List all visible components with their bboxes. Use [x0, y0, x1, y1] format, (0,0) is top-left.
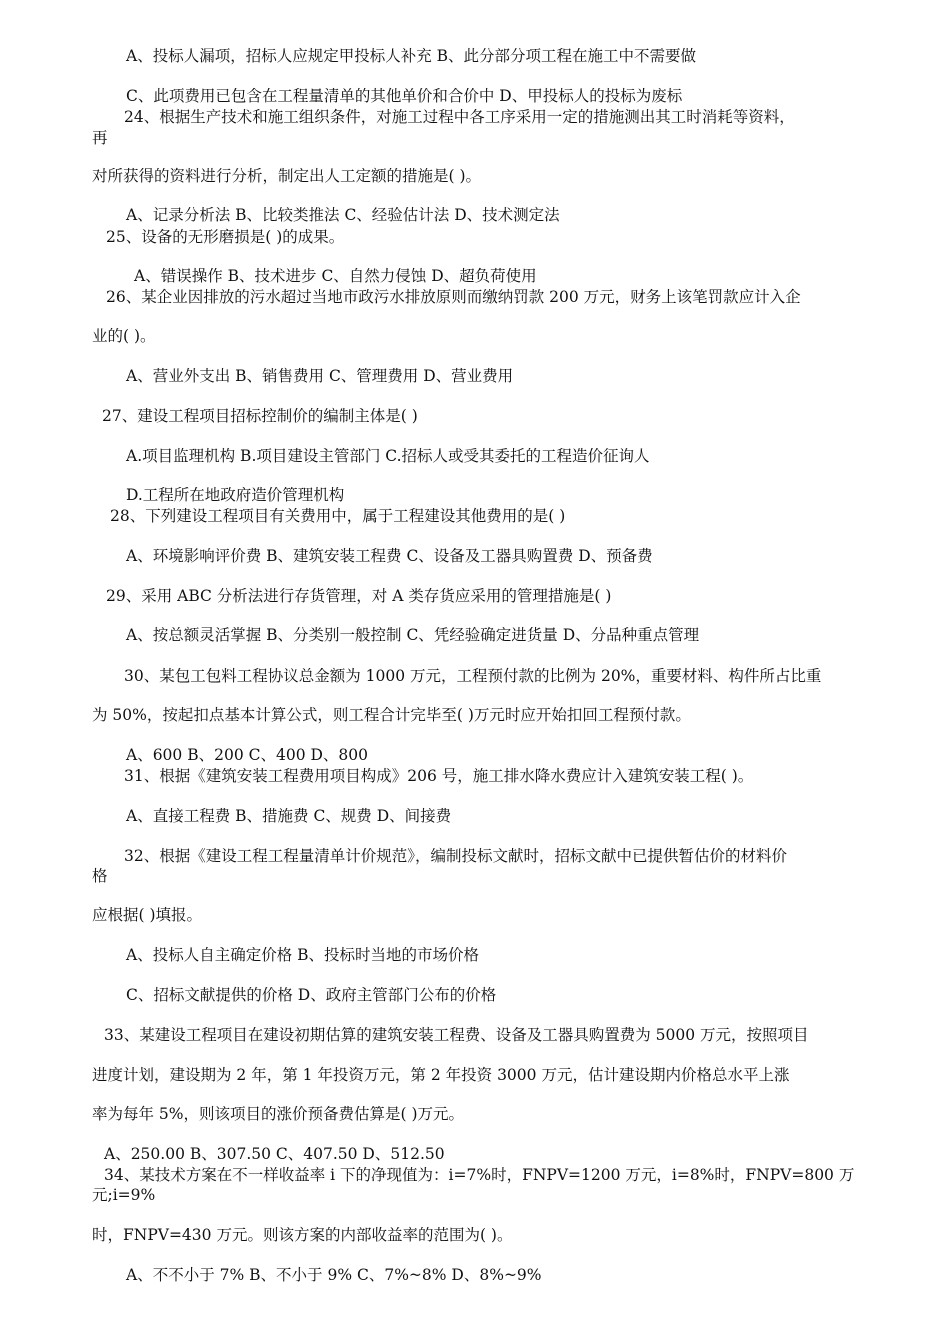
question-34: 34、某技术方案在不一样收益率 i 下的净现值为：i=7%时，FNPV=1200 万元，i=8%时，FNPV=800 万 — [104, 1166, 855, 1184]
question-24-wrap: 再 — [92, 129, 108, 147]
question-33-cont2: 率为每年 5%，则该项目的涨价预备费估算是( )万元。 — [92, 1105, 465, 1123]
options-31: A、直接工程费 B、措施费 C、规费 D、间接费 — [126, 807, 452, 825]
question-27: 27、建设工程项目招标控制价的编制主体是( ) — [102, 407, 418, 425]
options-33: A、250.00 B、307.50 C、407.50 D、512.50 — [104, 1145, 445, 1163]
question-32: 32、根据《建设工程工程量清单计价规范》，编制投标文献时，招标文献中已提供暂估价的材料价 — [124, 847, 787, 865]
options-27b: D.工程所在地政府造价管理机构 — [126, 486, 345, 504]
question-32-cont: 应根据( )填报。 — [92, 906, 203, 924]
question-33: 33、某建设工程项目在建设初期估算的建筑安装工程费、设备及工器具购置费为 5000 万元，按照项目 — [104, 1026, 809, 1044]
question-25: 25、设备的无形磨损是( )的成果。 — [106, 228, 345, 246]
options-27a: A.项目监理机构 B.项目建设主管部门 C.招标人或受其委托的工程造价征询人 — [126, 447, 650, 465]
question-34-wrap: 元;i=9% — [92, 1186, 156, 1204]
question-24: 24、根据生产技术和施工组织条件，对施工过程中各工序采用一定的措施测出其工时消耗等资料， — [124, 108, 795, 126]
options-32a: A、投标人自主确定价格 B、投标时当地的市场价格 — [126, 946, 480, 964]
options-34: A、不不小于 7% B、不小于 9% C、7%~8% D、8%~9% — [126, 1266, 542, 1284]
options-28: A、环境影响评价费 B、建筑安装工程费 C、设备及工器具购置费 D、预备费 — [126, 547, 653, 565]
question-26-cont: 业的( )。 — [92, 327, 156, 345]
options-24: A、记录分析法 B、比较类推法 C、经验估计法 D、技术测定法 — [126, 206, 560, 224]
option-line-23: A、投标人漏项，招标人应规定甲投标人补充 B、此分部分项工程在施工中不需要做 — [126, 47, 697, 65]
question-31: 31、根据《建筑安装工程费用项目构成》206 号，施工排水降水费应计入建筑安装工程( )。 — [124, 767, 754, 785]
question-30: 30、某包工包料工程协议总金额为 1000 万元，工程预付款的比例为 20%，重要材料、构件所占比重 — [124, 667, 822, 685]
option-line-23b: C、此项费用已包含在工程量清单的其他单价和合价中 D、甲投标人的投标为废标 — [126, 87, 683, 105]
question-26: 26、某企业因排放的污水超过当地市政污水排放原则而缴纳罚款 200 万元，财务上该笔罚款应计入企 — [106, 288, 801, 306]
options-32b: C、招标文献提供的价格 D、政府主管部门公布的价格 — [126, 986, 497, 1004]
question-32-wrap: 格 — [92, 867, 108, 885]
question-30-cont: 为 50%，按起扣点基本计算公式，则工程合计完毕至( )万元时应开始扣回工程预付款。 — [92, 706, 691, 724]
options-25: A、错误操作 B、技术进步 C、自然力侵蚀 D、超负荷使用 — [134, 267, 537, 285]
options-29: A、按总额灵活掌握 B、分类别一般控制 C、凭经验确定进货量 D、分品种重点管理 — [126, 626, 700, 644]
question-29: 29、采用 ABC 分析法进行存货管理，对 A 类存货应采用的管理措施是( ) — [106, 587, 612, 605]
question-28: 28、下列建设工程项目有关费用中，属于工程建设其他费用的是( ) — [110, 507, 566, 525]
question-24-cont: 对所获得的资料进行分析，制定出人工定额的措施是( )。 — [92, 167, 482, 185]
question-33-cont1: 进度计划，建设期为 2 年，第 1 年投资万元，第 2 年投资 3000 万元，估计建设期内价格总水平上涨 — [92, 1066, 790, 1084]
options-26: A、营业外支出 B、销售费用 C、管理费用 D、营业费用 — [126, 367, 514, 385]
question-34-cont: 时，FNPV=430 万元。则该方案的内部收益率的范围为( )。 — [92, 1226, 513, 1244]
options-30: A、600 B、200 C、400 D、800 — [126, 746, 368, 764]
